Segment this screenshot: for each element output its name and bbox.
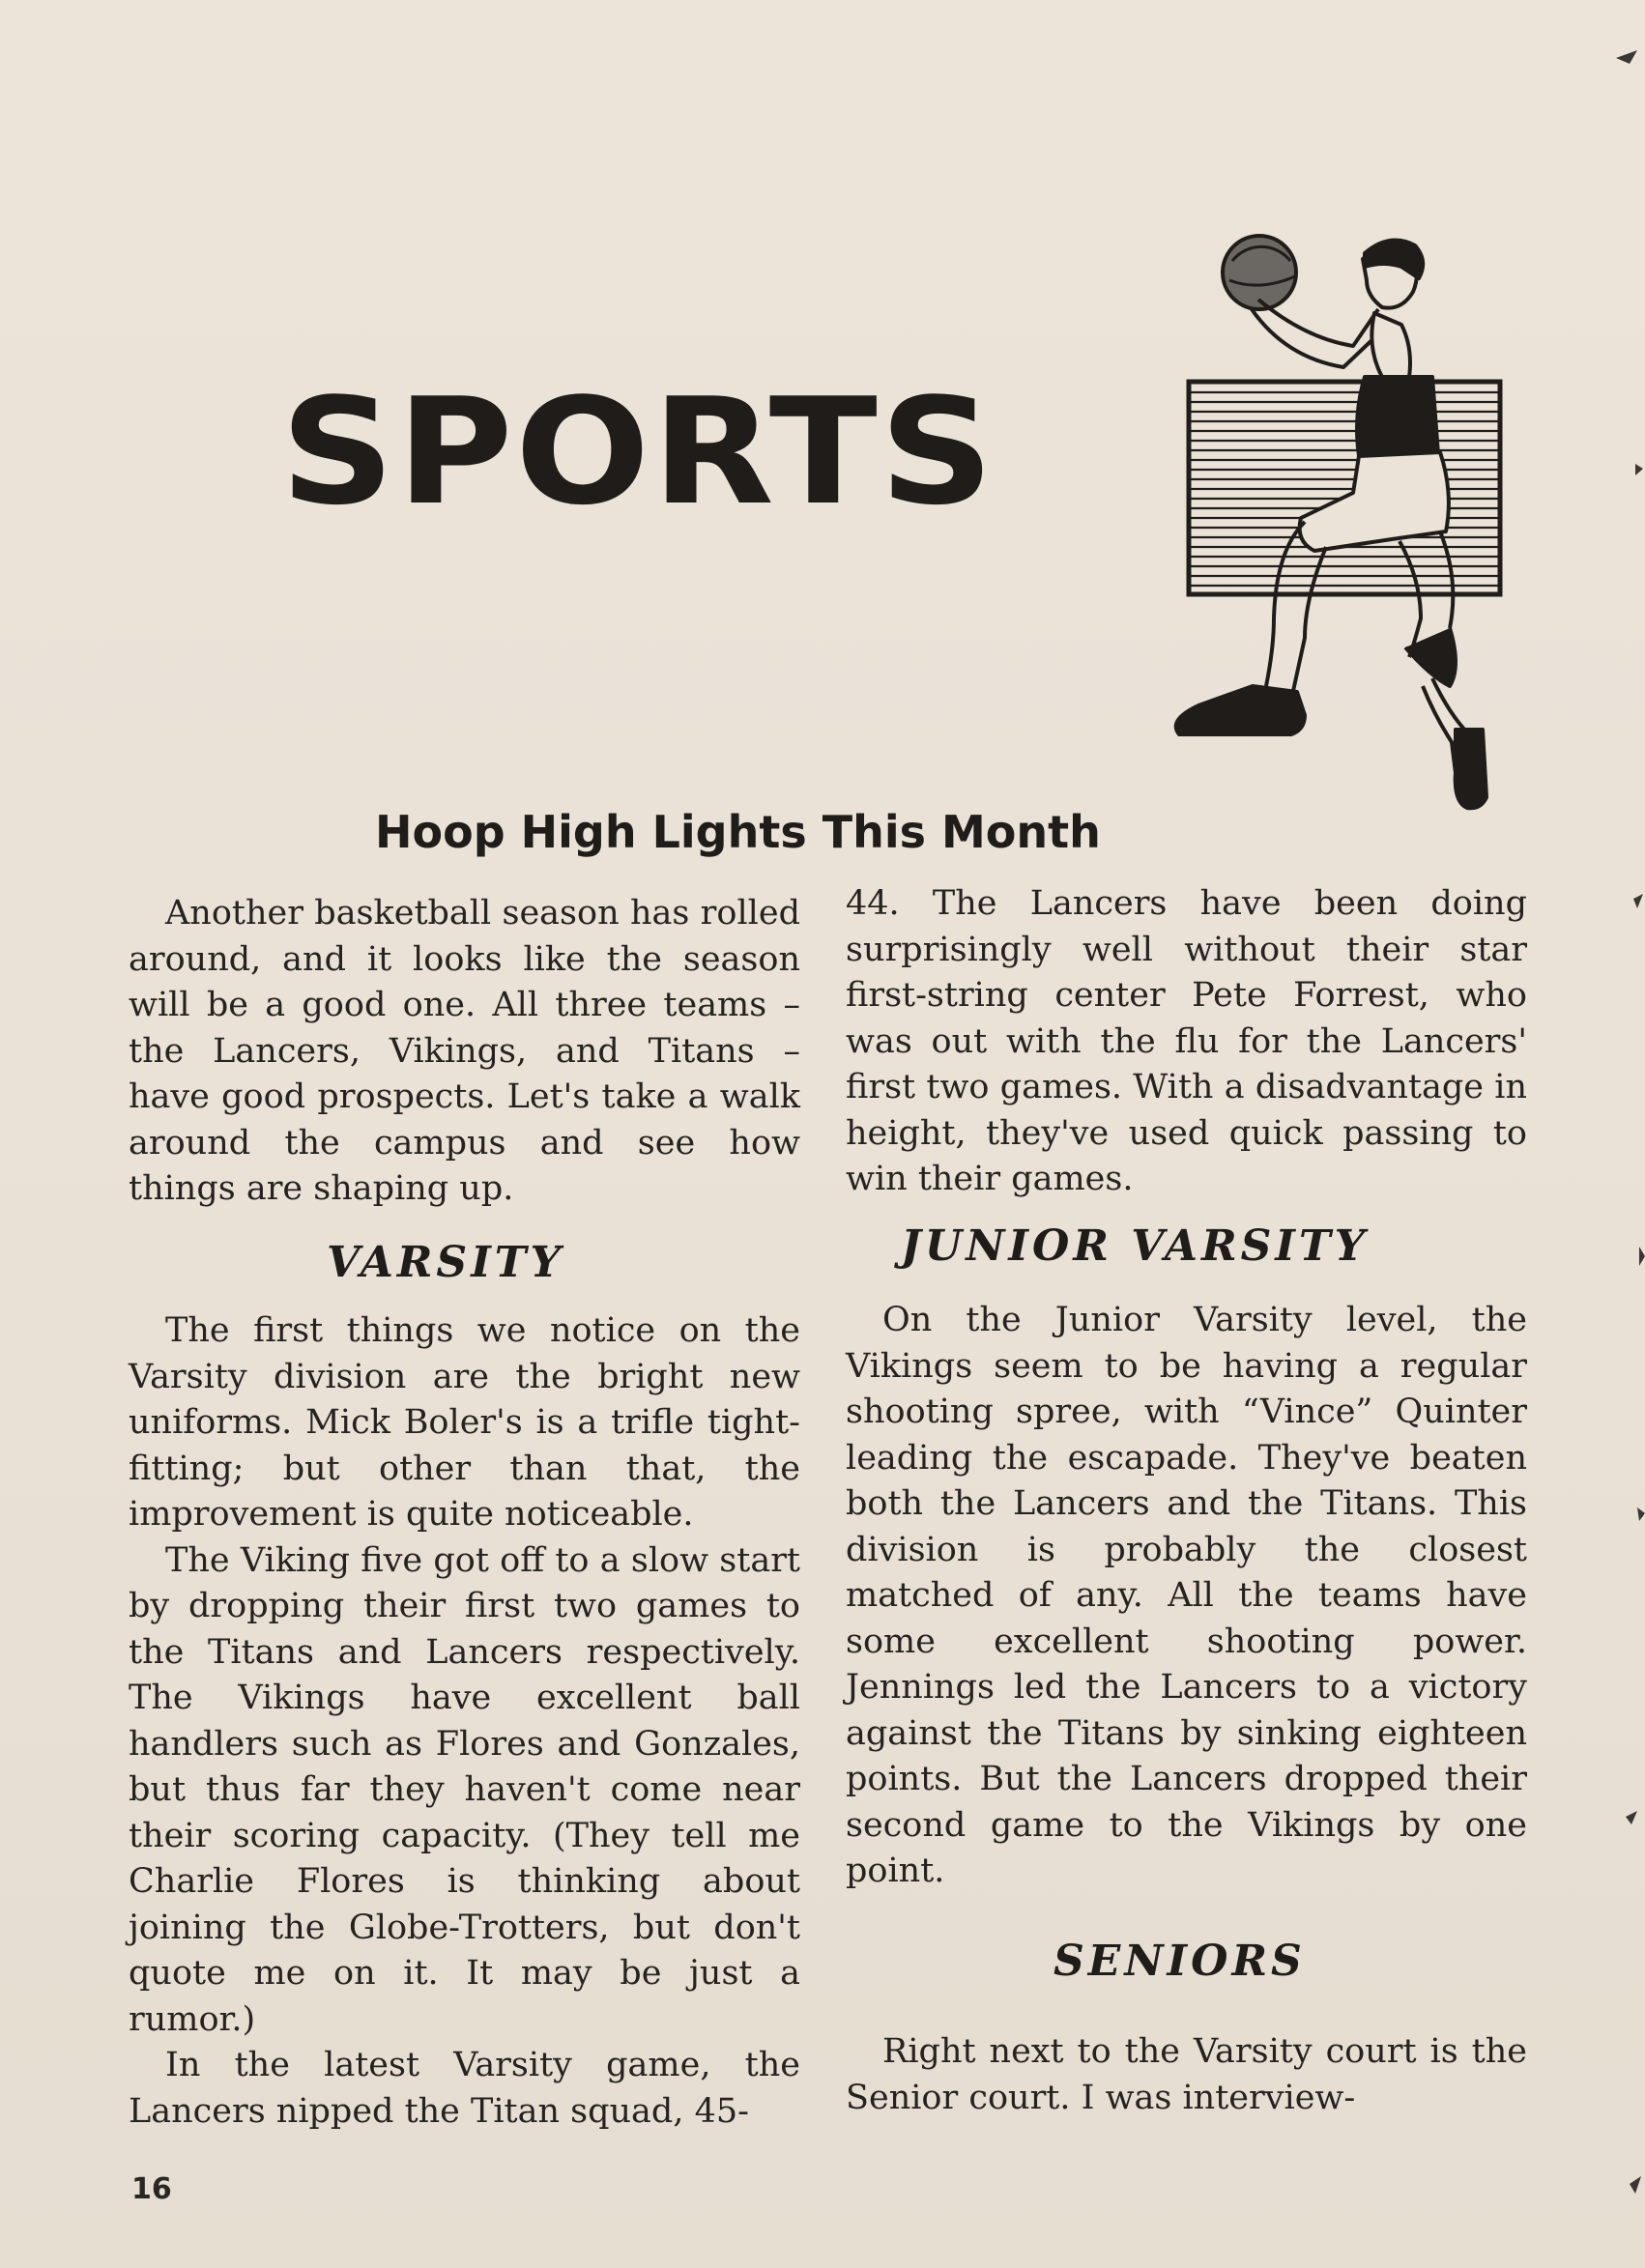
right-column xyxy=(846,881,1527,1203)
junior-varsity-paragraph: On the Junior Varsity level, the Vikings seem to be having a regular shooting spree, with “Vince” Quinter leading the escapade. They've beaten both the Lancers and the Titans. This division is probably the closest matched of any. All the teams have some excellent shooting power. Jennings led the Lancers to a victory against the Titans by sinking eighteen points. But the Lancers dropped their second game to the Vikings by one point. xyxy=(846,1301,1527,1890)
varsity-paragraph-2: The Viking five got off to a slow start by dropping their first two games to the Titans and Lancers respectively. The Vikings have excellent ball handlers such as Flores and Gonzales, but thus far they haven't come near their scoring capacity. (They tell me Charlie Flores is thinking about joining the Globe-Trotters, but don't quote me on it. It may be just a rumor.) xyxy=(129,1540,800,2039)
varsity-section xyxy=(129,1308,800,2135)
article-subtitle: Hoop High Lights This Month xyxy=(375,806,1101,858)
varsity-continuation-paragraph: 44. The Lancers have been doing surprisingly well without their star first-string center Pete Forrest, who was out with the flu for the Lancers' first two games. With a disadvantage in height, they've used quick passing to win their games. xyxy=(846,884,1527,1198)
left-column xyxy=(129,891,800,1213)
intro-paragraph: Another basketball season has rolled around, and it looks like the season will be a good one. All three teams – the Lancers, Vikings, and Titans – have good prospects. Let's take a walk around the campus and see how things are shaping up. xyxy=(129,894,800,1208)
page-title: SPORTS xyxy=(280,366,996,537)
varsity-heading: VARSITY xyxy=(327,1238,564,1287)
player-figure xyxy=(1176,236,1486,808)
backboard-shape xyxy=(1189,382,1500,594)
seniors-heading: SENIORS xyxy=(1053,1937,1306,1986)
junior-varsity-heading: JUNIOR VARSITY xyxy=(901,1221,1370,1271)
seniors-section xyxy=(846,2029,1527,2121)
page-edge-marks xyxy=(1587,0,1645,2268)
basketball-player-illustration xyxy=(1160,232,1517,812)
page-number: 16 xyxy=(131,2172,172,2206)
varsity-paragraph-3: In the latest Varsity game, the Lancers nipped the Titan squad, 45- xyxy=(129,2046,800,2131)
junior-varsity-section xyxy=(846,1298,1527,1895)
seniors-paragraph: Right next to the Varsity court is the Senior court. I was interview- xyxy=(846,2032,1527,2117)
varsity-paragraph-1: The first things we notice on the Varsity division are the bright new uniforms. Mick Boler's is a trifle tight-fitting; but other than that, the improvement is quite noticeable. xyxy=(129,1311,800,1534)
